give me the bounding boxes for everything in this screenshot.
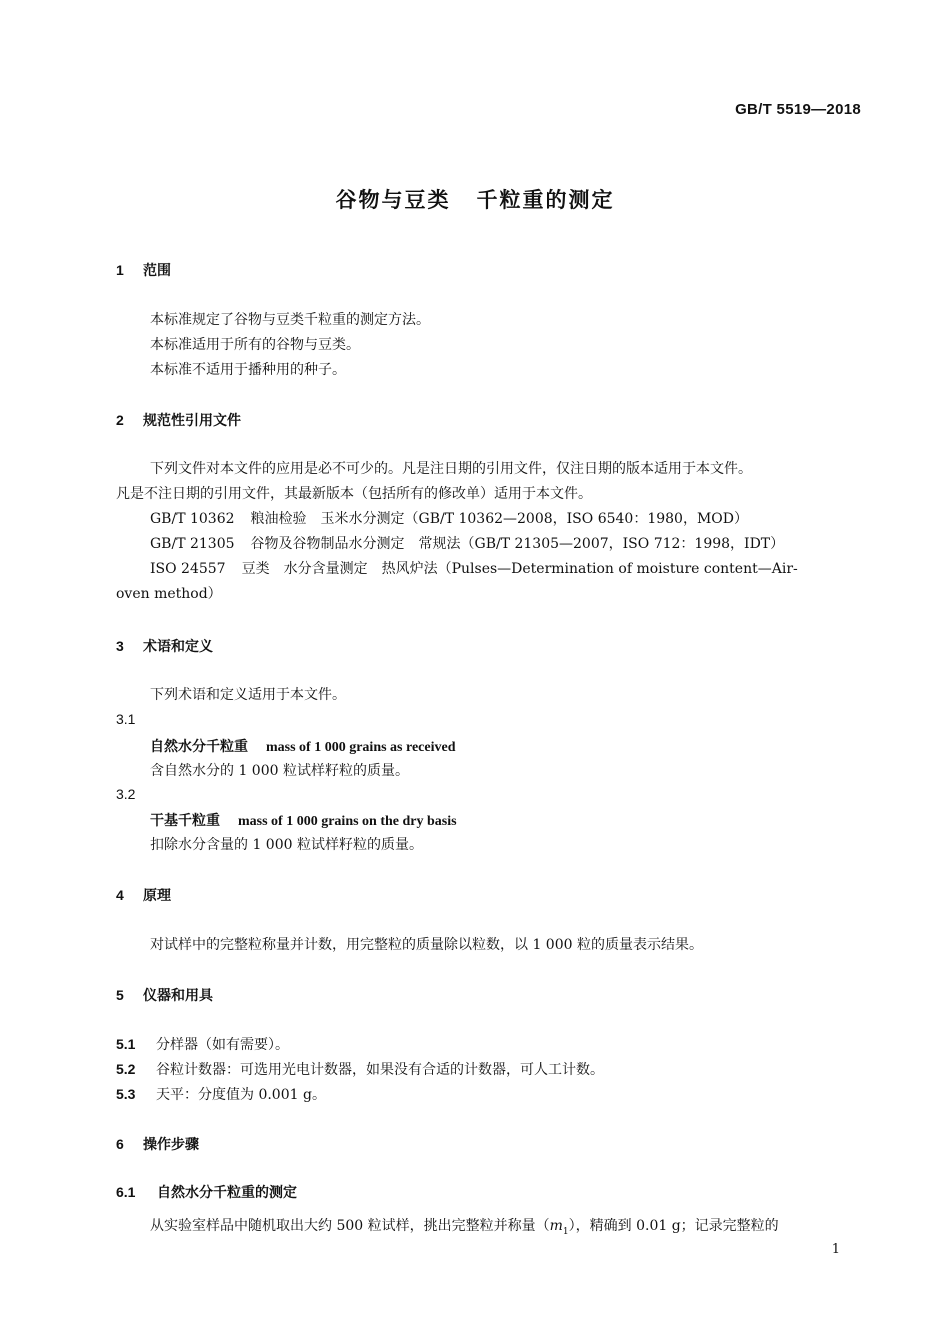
title-part-2: 千粒重的测定	[476, 188, 615, 212]
reference-item: ISO 24557 豆类 水分含量测定 热风炉法（Pulses—Determination of moisture content—Air-	[150, 561, 798, 577]
principle-text: 对试样中的完整粒称量并计数，用完整粒的质量除以粒数，以 1 000 粒的质量表示结果。	[150, 937, 703, 953]
apparatus-item: 5.3 天平：分度值为 0.001 g。	[116, 1086, 326, 1103]
reference-item: GB/T 10362 粮油检验 玉米水分测定（GB/T 10362—2008，ISO 6540：1980，MOD）	[150, 511, 748, 527]
term-definition: 扣除水分含量的 1 000 粒试样籽粒的质量。	[150, 837, 423, 853]
title-part-1: 谷物与豆类	[335, 188, 451, 212]
reference-item: GB/T 21305 谷物及谷物制品水分测定 常规法（GB/T 21305—2007，ISO 712：1998，IDT）	[150, 536, 785, 552]
terms-intro: 下列术语和定义适用于本文件。	[150, 687, 346, 703]
reference-item-continuation: oven method）	[116, 586, 222, 602]
apparatus-item: 5.2 谷粒计数器：可选用光电计数器，如果没有合适的计数器，可人工计数。	[116, 1061, 604, 1078]
scope-line-3: 本标准不适用于播种用的种子。	[150, 362, 346, 378]
page-number: 1	[831, 1242, 840, 1257]
term-definition: 含自然水分的 1 000 粒试样籽粒的质量。	[150, 763, 409, 779]
section-1-heading: 1 范围	[116, 262, 171, 279]
section-4-heading: 4 原理	[116, 887, 171, 904]
procedure-text: 从实验室样品中随机取出大约 500 粒试样，挑出完整粒并称量$(m_1)$，精确到 0.01 g；记录完整粒的	[150, 1218, 779, 1237]
references-intro-line-1: 下列文件对本文件的应用是必不可少的。凡是注日期的引用文件，仅注日期的版本适用于本文件。	[150, 461, 752, 477]
document-title	[0, 184, 950, 214]
scope-line-2: 本标准适用于所有的谷物与豆类。	[150, 337, 360, 353]
section-2-heading: 2 规范性引用文件	[116, 412, 241, 429]
subsection-6-1-heading: 6.1 自然水分千粒重的测定	[116, 1184, 297, 1201]
references-intro-line-2: 凡是不注日期的引用文件，其最新版本（包括所有的修改单）适用于本文件。	[116, 486, 592, 502]
term-heading: 干基千粒重 mass of 1 000 grains on the dry basis	[150, 813, 457, 829]
section-5-heading: 5 仪器和用具	[116, 987, 213, 1004]
section-3-heading: 3 术语和定义	[116, 638, 213, 655]
section-6-heading: 6 操作步骤	[116, 1136, 199, 1153]
standard-number: GB/T 5519—2018	[735, 101, 861, 118]
scope-line-1: 本标准规定了谷物与豆类千粒重的测定方法。	[150, 312, 430, 328]
term-heading: 自然水分千粒重 mass of 1 000 grains as received	[150, 739, 456, 755]
apparatus-item: 5.1 分样器（如有需要）。	[116, 1036, 289, 1053]
term-number: 3.2	[116, 786, 136, 802]
term-number: 3.1	[116, 711, 136, 727]
